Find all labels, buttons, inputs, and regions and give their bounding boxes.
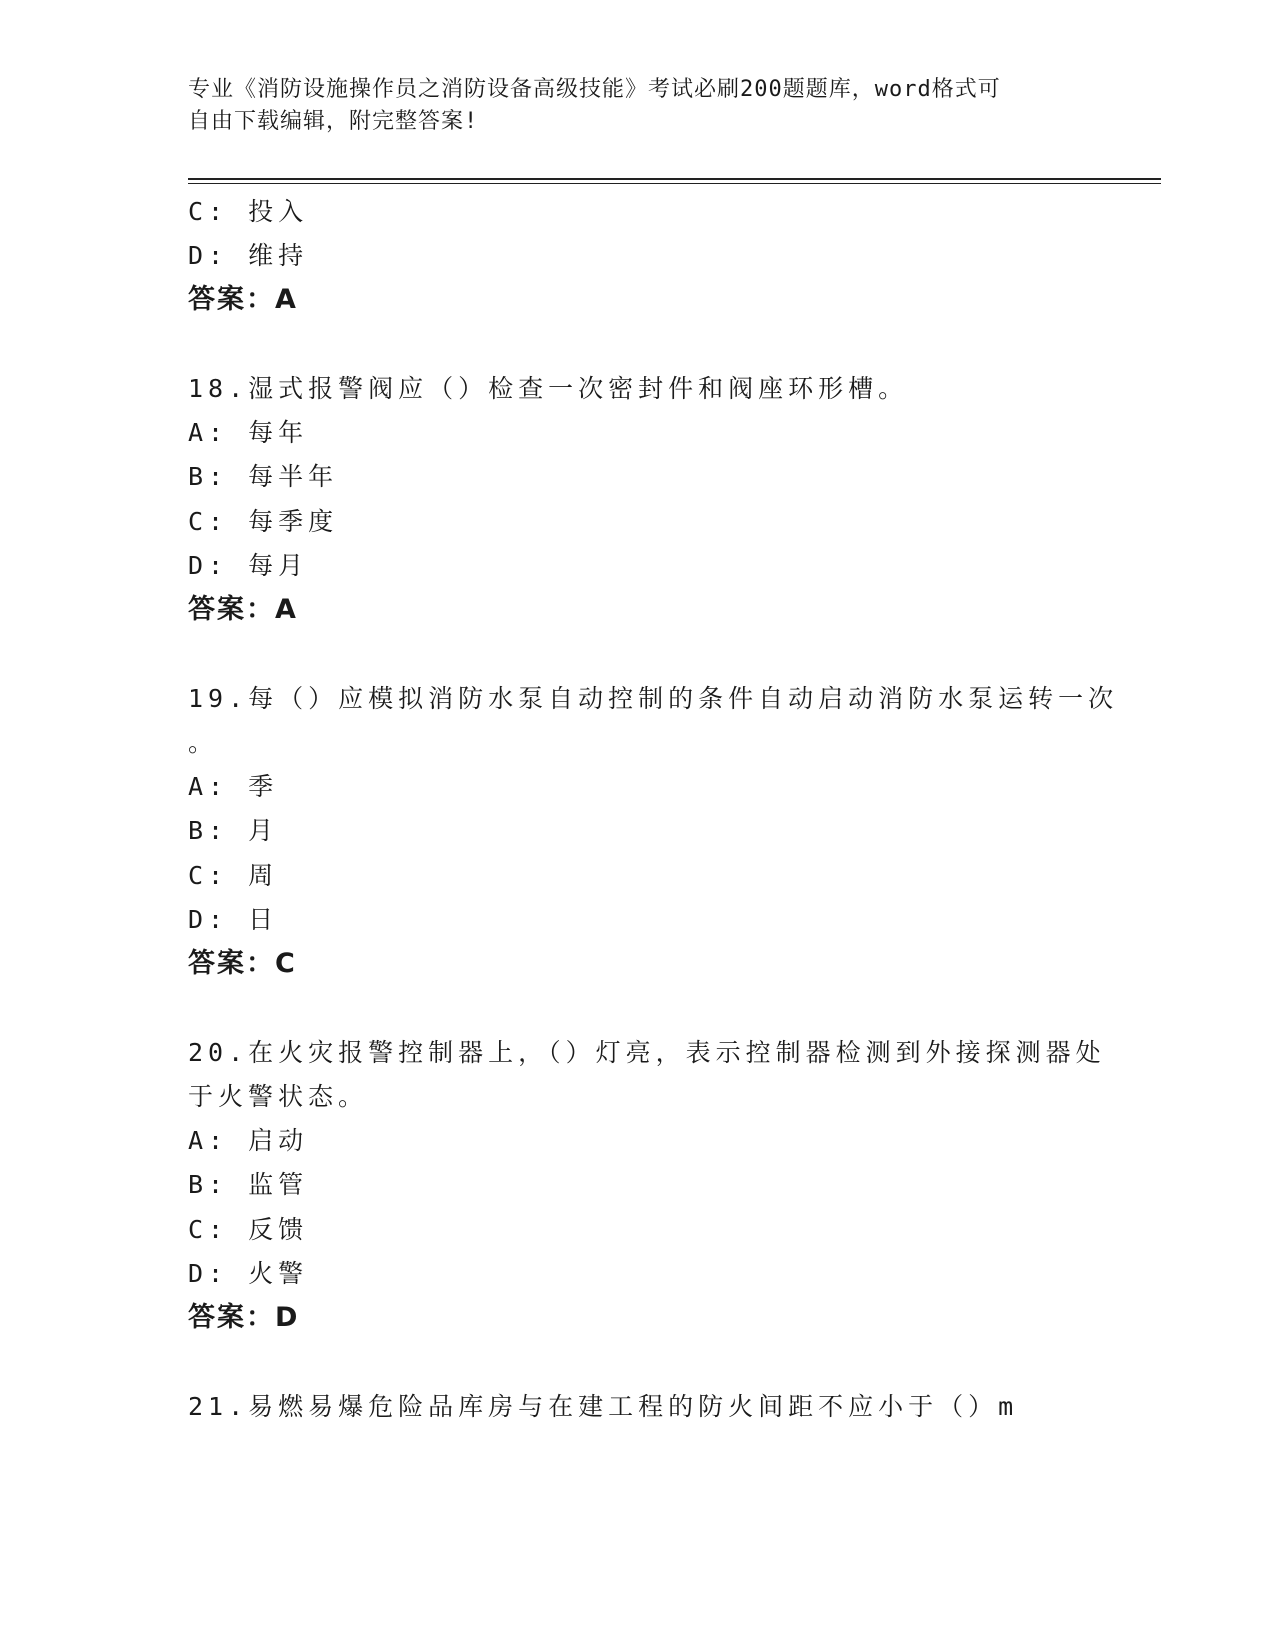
- q21-question: 21.易燃易爆危险品库房与在建工程的防火间距不应小于（）m: [188, 1392, 1019, 1421]
- header-line-2: 自由下载编辑，附完整答案!: [188, 109, 479, 134]
- q20-option-b: B: 监管: [188, 1170, 309, 1199]
- header-divider-thick: [188, 178, 1161, 180]
- header-title: [188, 74, 1088, 138]
- q17-option-d: D: 维持: [188, 241, 309, 270]
- q19-answer: 答案：C: [188, 948, 297, 979]
- q19-option-c: C: 周: [188, 861, 279, 890]
- q18-option-a: A: 每年: [188, 418, 309, 447]
- q20-option-d: D: 火警: [188, 1259, 309, 1288]
- q20-option-a: A: 启动: [188, 1126, 309, 1155]
- q19-question-line-1: 19.每（）应模拟消防水泵自动控制的条件自动启动消防水泵运转一次: [188, 684, 1119, 713]
- header-line-1: 专业《消防设施操作员之消防设备高级技能》考试必刷200题题库，word格式可: [188, 77, 1001, 102]
- q18-answer: 答案：A: [188, 594, 298, 625]
- q20-option-c: C: 反馈: [188, 1215, 309, 1244]
- q19-option-b: B: 月: [188, 816, 279, 845]
- q18-option-d: D: 每月: [188, 551, 309, 580]
- q19-option-d: D: 日: [188, 905, 279, 934]
- q18-option-b: B: 每半年: [188, 462, 339, 491]
- q17-answer: 答案：A: [188, 284, 298, 315]
- q18-question: 18.湿式报警阀应（）检查一次密封件和阀座环形槽。: [188, 374, 909, 403]
- q20-answer: 答案：D: [188, 1302, 300, 1333]
- q19-option-a: A: 季: [188, 772, 279, 801]
- q18-option-c: C: 每季度: [188, 507, 339, 536]
- header-divider-thin: [188, 183, 1161, 184]
- q20-question-line-2: 于火警状态。: [188, 1082, 369, 1111]
- q20-question-line-1: 20.在火灾报警控制器上，（）灯亮，表示控制器检测到外接探测器处: [188, 1038, 1106, 1067]
- q19-question-line-2: 。: [188, 728, 219, 757]
- q17-option-c: C: 投入: [188, 197, 309, 226]
